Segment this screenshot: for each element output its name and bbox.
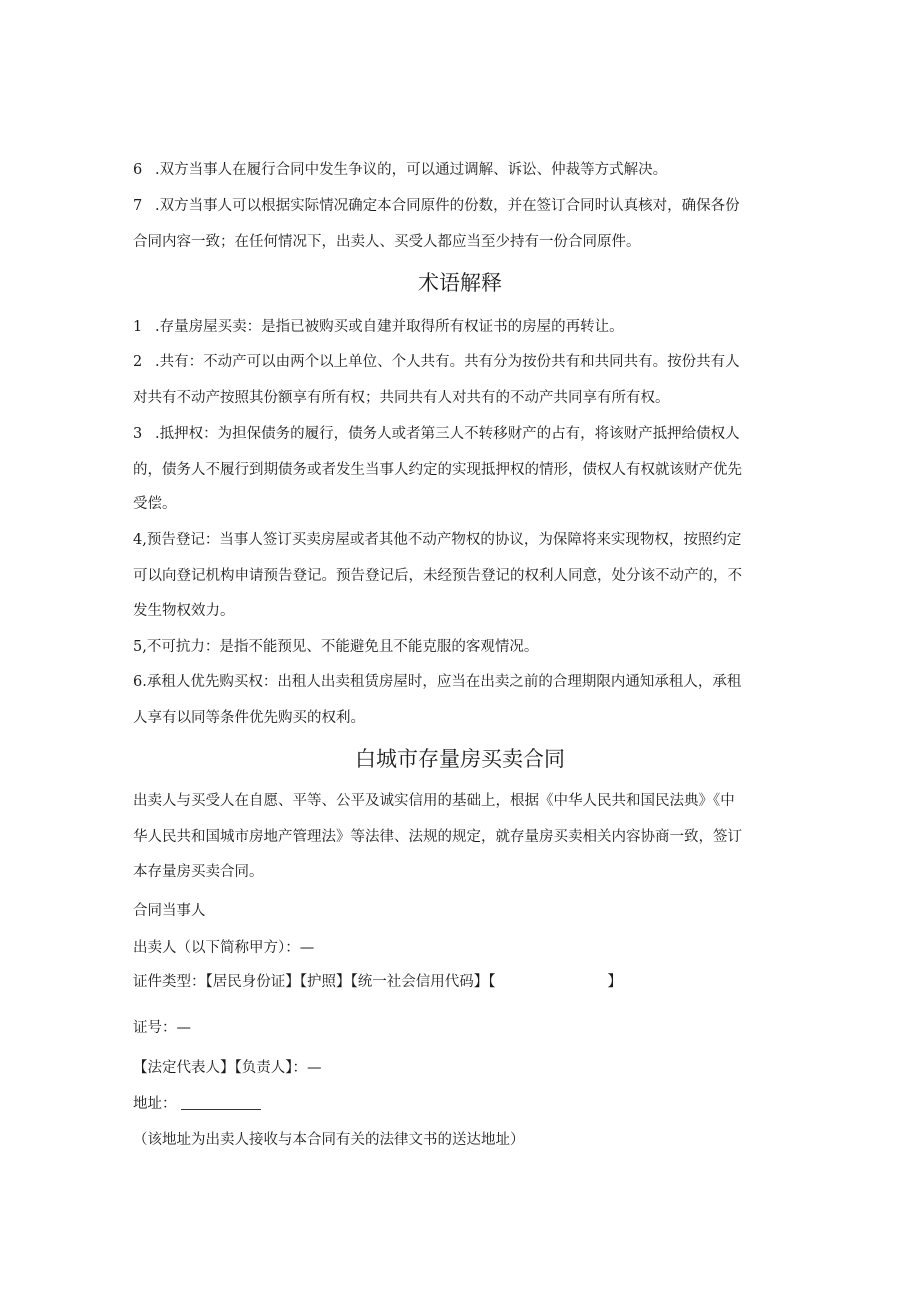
id-type-line <box>133 972 622 992</box>
term-text: .共有：不动产可以由两个以上单位、个人共有。共有分为按份共有和共同共有。按份共有人 <box>155 354 740 370</box>
clause-7-line-1 <box>133 196 740 216</box>
address-label: 地址： <box>133 1096 177 1112</box>
term-text: .抵押权：为担保债务的履行，债务人或者第三人不转移财产的占有，将该财产抵押给债权人 <box>155 426 740 442</box>
intro-line-1: 出卖人与买受人在自愿、平等、公平及诚实信用的基础上，根据《中华人民共和国民法典》《中 <box>133 793 735 809</box>
term-text: .存量房屋买卖：是指已被购买或自建并取得所有权证书的房屋的再转让。 <box>155 319 624 335</box>
clause-6 <box>133 160 667 180</box>
term-4-line-2: 可以向登记机构申请预告登记。预告登记后，未经预告登记的权利人同意，处分该不动产的，不 <box>133 568 742 584</box>
clause-text: .双方当事人在履行合同中发生争议的，可以通过调解、诉讼、仲裁等方式解决。 <box>155 162 668 178</box>
term-number: 3 <box>133 426 143 442</box>
term-3-line-2: 的，债务人不履行到期债务或者发生当事人约定的实现抵押权的情形，债权人有权就该财产优先 <box>133 462 742 478</box>
parties-label: 合同当事人 <box>133 903 206 919</box>
id-type-close: 】 <box>607 974 622 990</box>
term-6-line-1: 6.承租人优先购买权：出租人出卖租赁房屋时，应当在出卖之前的合理期限内通知承租人，承租 <box>133 674 742 690</box>
intro-line-2: 华人民共和国城市房地产管理法》等法律、法规的规定，就存量房买卖相关内容协商一致，签订 <box>133 829 742 845</box>
id-number-label: 证号：— <box>133 1020 191 1036</box>
term-number: 1 <box>133 319 143 335</box>
term-4-line-1: 4,预告登记：当事人签订买卖房屋或者其他不动产物权的协议，为保障将来实现物权，按照约定 <box>133 532 742 548</box>
address-blank[interactable] <box>181 1095 261 1110</box>
clause-number: 7 <box>133 198 143 214</box>
representative-label: 【法定代表人】【负责人】：— <box>133 1060 322 1076</box>
term-5: 5,不可抗力：是指不能预见、不能避免且不能克服的客观情况。 <box>133 639 539 655</box>
terms-heading: 术语解释 <box>418 271 502 295</box>
term-number: 2 <box>133 354 143 370</box>
intro-line-3: 本存量房买卖合同。 <box>133 864 264 880</box>
address-note: （该地址为出卖人接收与本合同有关的法律文书的送达地址） <box>133 1132 525 1148</box>
term-6-line-2: 人享有以同等条件优先购买的权利。 <box>133 710 365 726</box>
term-1 <box>133 317 624 337</box>
term-2-line-2: 对共有不动产按照其份额享有所有权；共同共有人对共有的不动产共同享有所有权。 <box>133 390 670 406</box>
clause-text: .双方当事人可以根据实际情况确定本合同原件的份数，并在签订合同时认真核对，确保各份 <box>155 198 740 214</box>
address-line <box>133 1094 261 1114</box>
clause-7-line-2: 合同内容一致；在任何情况下，出卖人、买受人都应当至少持有一份合同原件。 <box>133 234 641 250</box>
contract-title: 白城市存量房买卖合同 <box>355 747 565 771</box>
term-3-line-3: 受偿。 <box>133 496 177 512</box>
seller-label: 出卖人（以下简称甲方）：— <box>133 940 315 956</box>
term-3-line-1 <box>133 424 740 444</box>
id-type-label: 证件类型：【居民身份证】【护照】【统一社会信用代码】【 <box>133 974 496 990</box>
term-2-line-1 <box>133 352 740 372</box>
term-4-line-3: 发生物权效力。 <box>133 603 235 619</box>
clause-number: 6 <box>133 162 143 178</box>
